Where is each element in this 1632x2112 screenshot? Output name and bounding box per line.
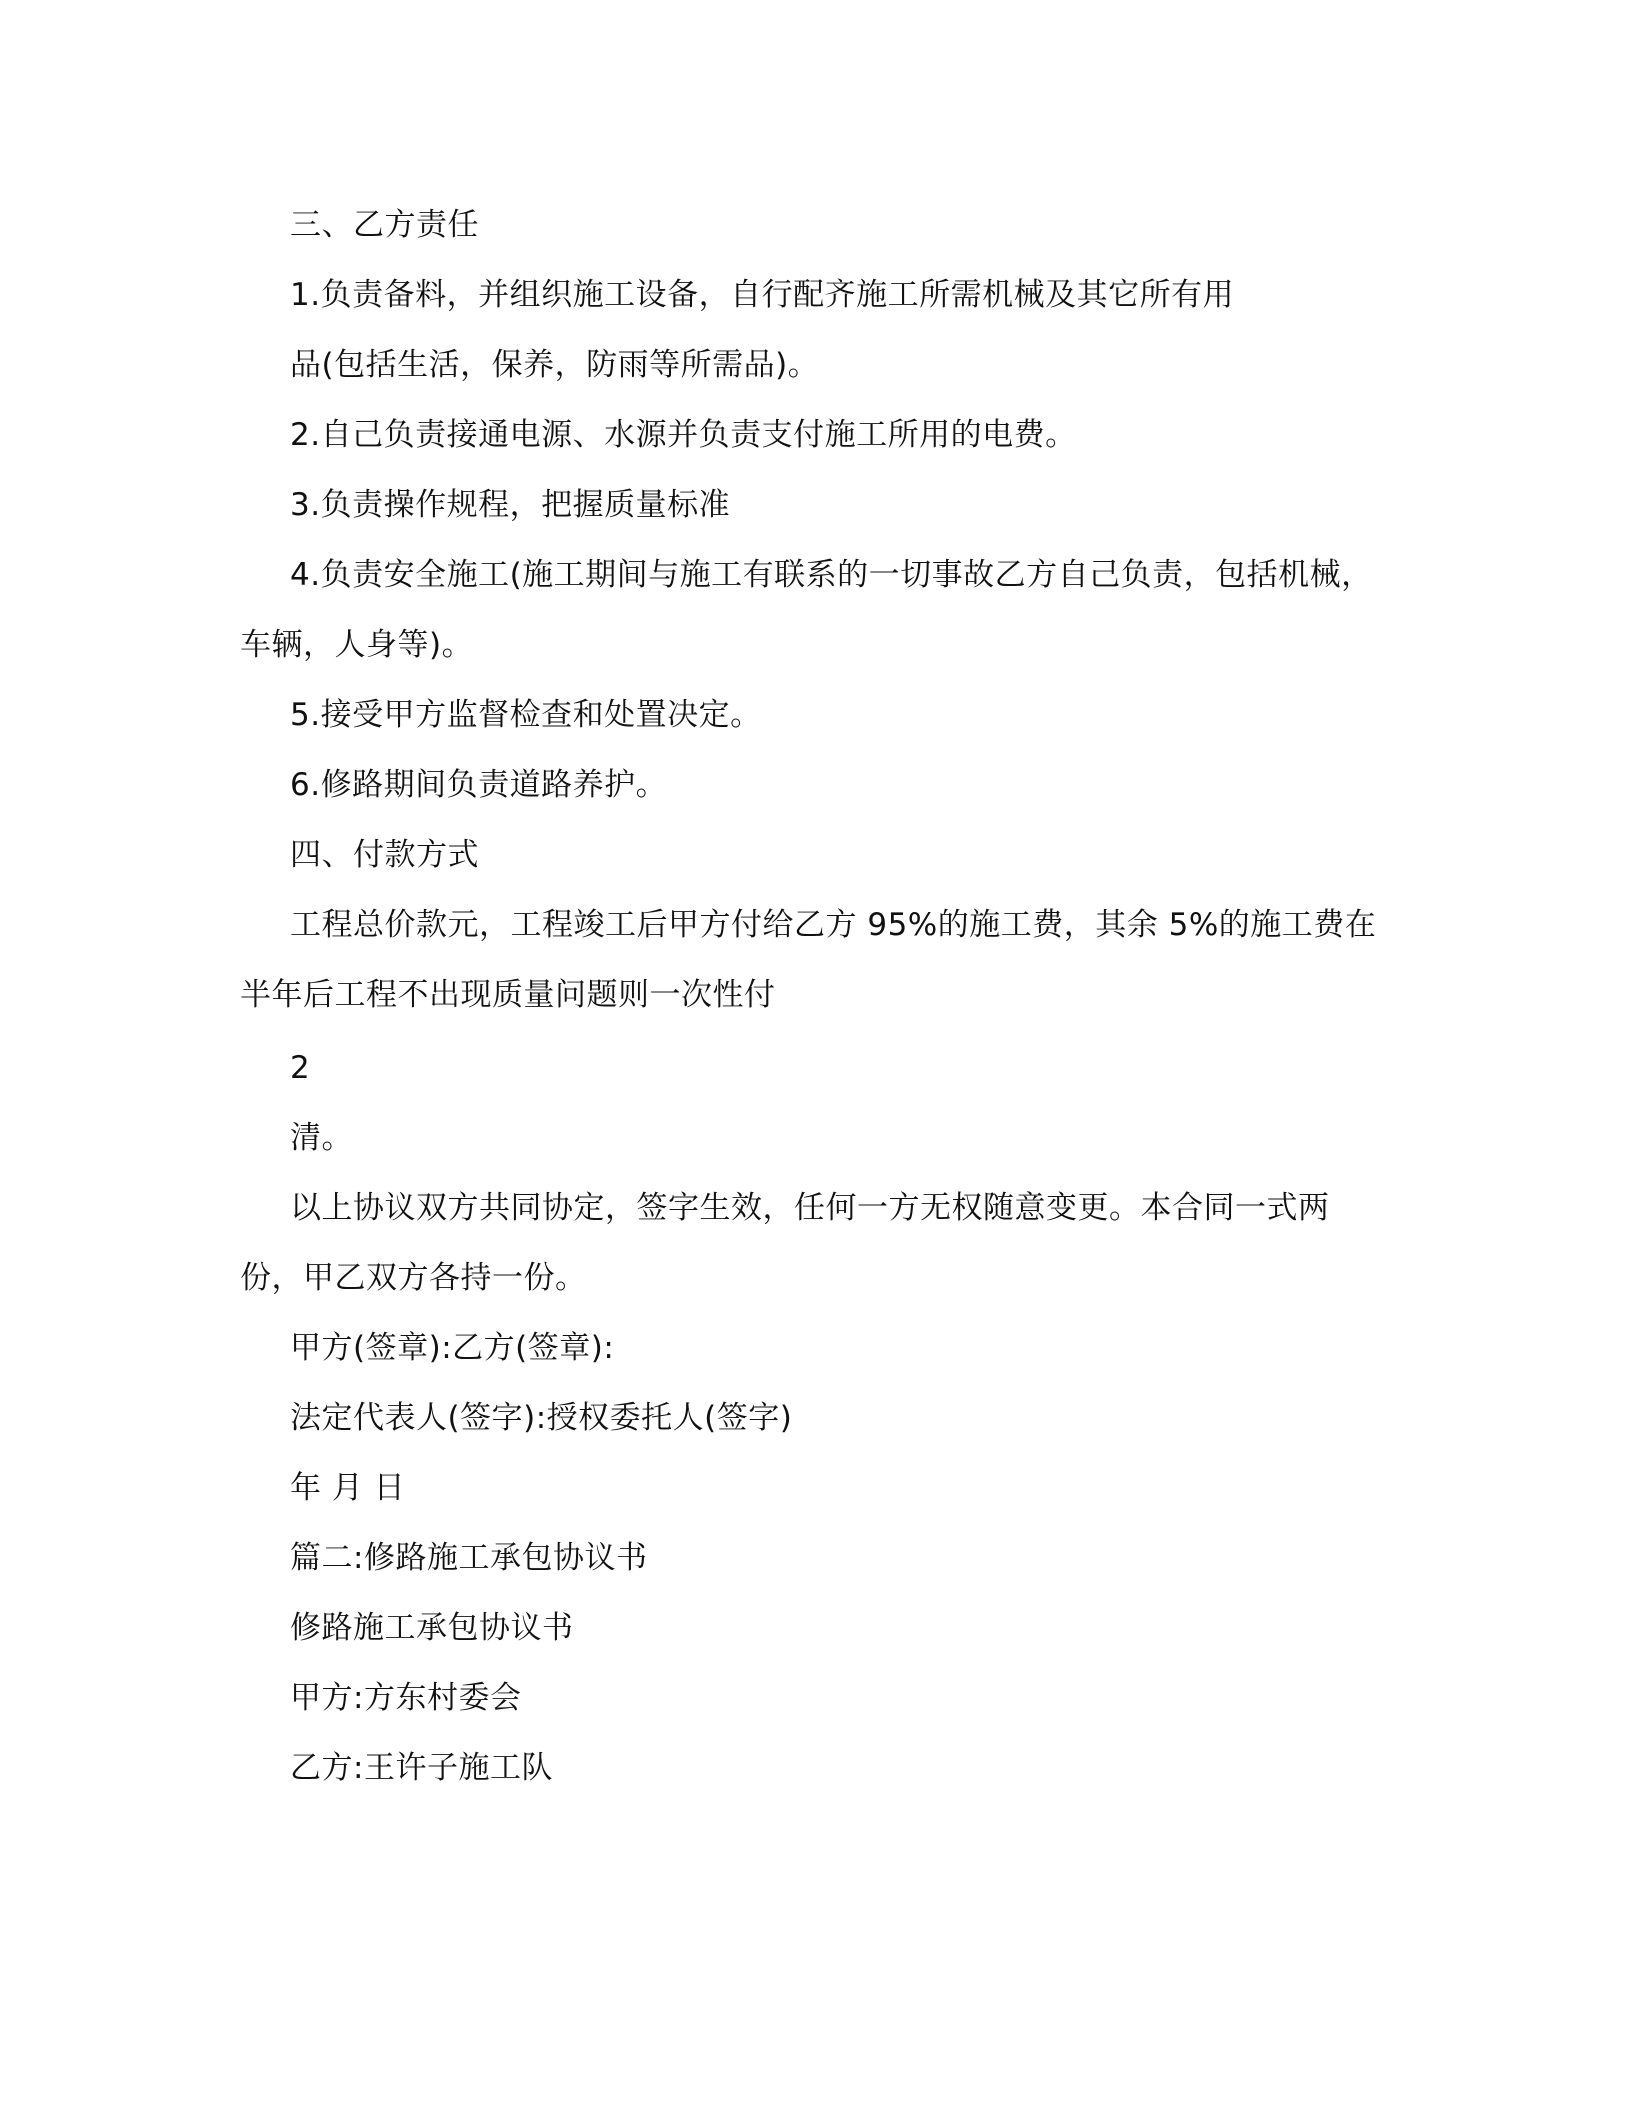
- paragraph-line: 工程总价款元，工程竣工后甲方付给乙方 95%的施工费，其余 5%的施工费在: [290, 907, 1377, 943]
- paragraph-line: 5.接受甲方监督检查和处置决定。: [290, 697, 762, 733]
- page-number: 2: [290, 1050, 311, 1086]
- party-a-line: 甲方:方东村委会: [290, 1680, 522, 1716]
- section-heading-payment-method: 四、付款方式: [290, 837, 479, 873]
- paragraph-line: 份，甲乙双方各持一份。: [240, 1260, 587, 1296]
- date-line: 年 月 日: [290, 1470, 406, 1506]
- section-heading-party-b-duties: 三、乙方责任: [290, 207, 479, 243]
- paragraph-line: 清。: [290, 1120, 353, 1156]
- paragraph-line: 3.负责操作规程，把握质量标准: [290, 487, 731, 523]
- paragraph-line: 车辆，人身等)。: [240, 627, 474, 663]
- signature-line-parties: 甲方(签章):乙方(签章):: [290, 1330, 615, 1366]
- paragraph-line: 1.负责备料，并组织施工设备，自行配齐施工所需机械及其它所有用: [290, 277, 1235, 313]
- paragraph-line: 以上协议双方共同协定，签字生效，任何一方无权随意变更。本合同一式两: [290, 1190, 1330, 1226]
- paragraph-line: 4.负责安全施工(施工期间与施工有联系的一切事故乙方自己负责，包括机械，: [290, 557, 1373, 593]
- paragraph-line: 2.自己负责接通电源、水源并负责支付施工所用的电费。: [290, 417, 1077, 453]
- paragraph-line: 半年后工程不出现质量问题则一次性付: [240, 977, 776, 1013]
- signature-line-representatives: 法定代表人(签字):授权委托人(签字): [290, 1400, 793, 1436]
- paragraph-line: 品(包括生活，保养，防雨等所需品)。: [290, 347, 820, 383]
- part-two-heading: 篇二:修路施工承包协议书: [290, 1540, 648, 1576]
- party-b-line: 乙方:王许子施工队: [290, 1750, 553, 1786]
- paragraph-line: 6.修路期间负责道路养护。: [290, 767, 668, 803]
- agreement-title: 修路施工承包协议书: [290, 1610, 574, 1646]
